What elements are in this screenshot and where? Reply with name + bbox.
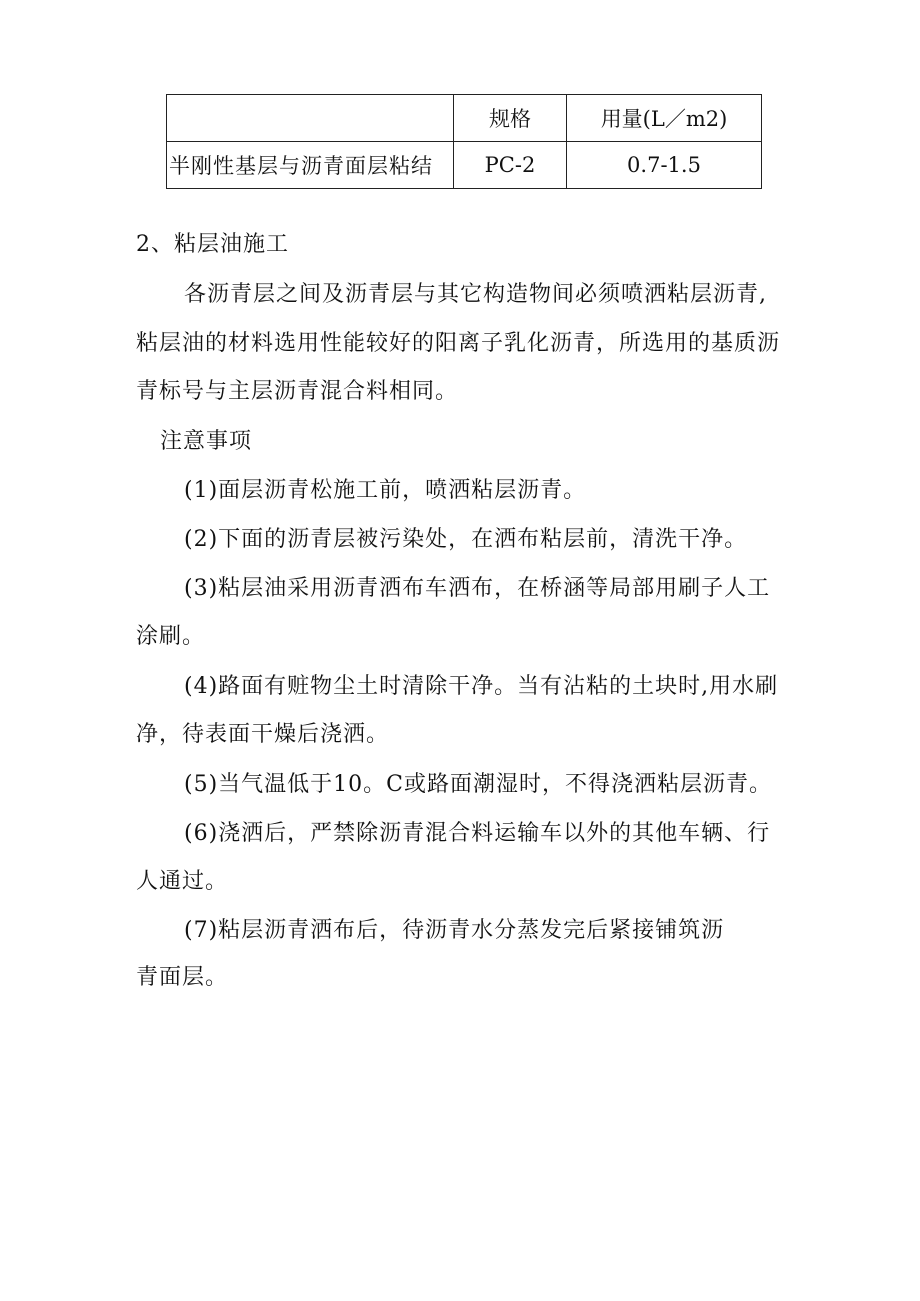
note-line: (1)面层沥青松施工前，喷洒粘层沥青。 — [184, 478, 587, 503]
note-line: (2)下面的沥青层被污染处，在洒布粘层前，清洗干净。 — [184, 527, 748, 552]
note-line: (7)粘层沥青洒布后，待沥青水分蒸发完后紧接铺筑沥 — [184, 918, 725, 943]
note-line: 涂刷。 — [136, 624, 206, 649]
note-line: 净，待表面干燥后浇洒。 — [136, 722, 390, 747]
intro-line: 粘层油的材料选用性能较好的阳离子乳化沥青，所选用的基质沥 — [136, 331, 781, 356]
table-cell: PC-2 — [454, 142, 567, 189]
note-line: (5)当气温低于10。C或路面潮湿时，不得浇洒粘层沥青。 — [184, 772, 772, 797]
note-line: 人通过。 — [136, 869, 229, 894]
note-line: (4)路面有赃物尘土时清除干净。当有沾粘的土块时,用水刷 — [184, 674, 779, 699]
table-header-row — [167, 95, 762, 142]
table-header-cell: 用量(L／m2) — [567, 95, 762, 142]
note-line: (3)粘层油采用沥青洒布车洒布，在桥涵等局部用刷子人工 — [184, 576, 771, 601]
table-header-cell: 规格 — [454, 95, 567, 142]
table-row — [167, 142, 762, 189]
spec-table — [166, 94, 762, 189]
note-line: 青面层。 — [136, 965, 229, 990]
section-heading: 2、粘层油施工 — [136, 232, 289, 257]
notes-title: 注意事项 — [160, 429, 253, 454]
intro-line: 各沥青层之间及沥青层与其它构造物间必须喷洒粘层沥青, — [184, 282, 767, 307]
table-cell: 0.7-1.5 — [567, 142, 762, 189]
note-line: (6)浇洒后，严禁除沥青混合料运输车以外的其他车辆、行 — [184, 821, 771, 846]
table-header-cell — [167, 95, 454, 142]
intro-line: 青标号与主层沥青混合料相同。 — [136, 379, 459, 404]
table-cell: 半刚性基层与沥青面层粘结 — [167, 142, 454, 189]
